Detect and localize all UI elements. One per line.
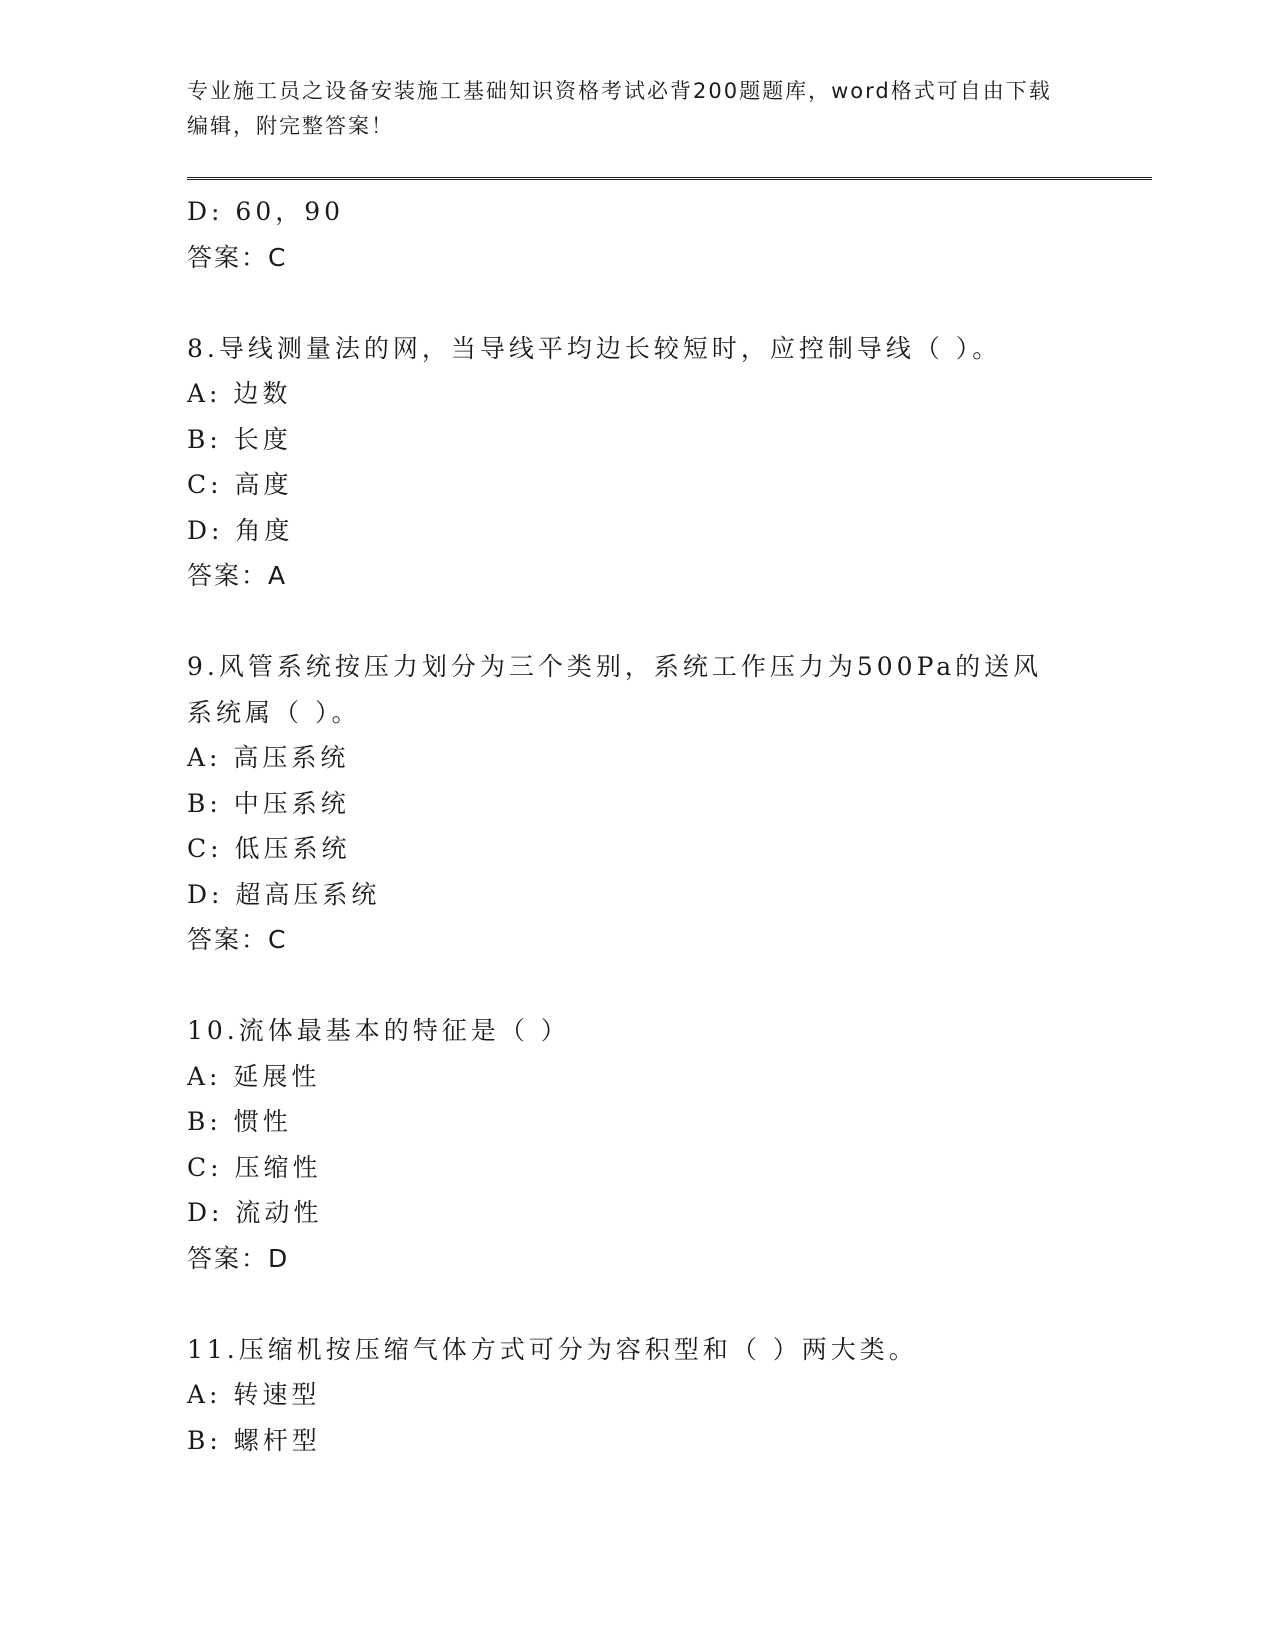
question-list (187, 189, 1087, 1463)
option-a: A: 转速型 (187, 1380, 321, 1409)
answer-line: 答案：C (187, 925, 288, 954)
option-b: B: 螺杆型 (187, 1425, 321, 1455)
spacer (187, 963, 1087, 1009)
answer-line: 答案：A (187, 561, 288, 590)
question-stem: 10.流体最基本的特征是（ ） (187, 1016, 570, 1045)
option-c: C: 低压系统 (187, 834, 351, 863)
option-d: D: 超高压系统 (187, 879, 381, 909)
option-a: A: 延展性 (187, 1061, 321, 1091)
option-b: B: 惯性 (187, 1107, 292, 1136)
option-a: A: 边数 (187, 379, 292, 408)
question-stem: 9.风管系统按压力划分为三个类别，系统工作压力为500Pa的送风系统属（ ）。 (187, 652, 1043, 727)
question-item (187, 644, 1087, 963)
document-header-title: 专业施工员之设备安装施工基础知识资格考试必背200题题库，word格式可自由下载编辑，附完整答案！ (187, 79, 1052, 138)
spacer (187, 1281, 1087, 1327)
option-d: D: 角度 (187, 515, 294, 545)
option-d: D: 流动性 (187, 1198, 323, 1227)
question-stem: 8.导线测量法的网，当导线平均边长较短时，应控制导线（ ）。 (187, 333, 1002, 363)
answer-line: 答案：D (187, 1243, 290, 1273)
spacer (187, 280, 1087, 326)
option-c: C: 高度 (187, 470, 293, 499)
question-stem: 11.压缩机按压缩气体方式可分为容积型和（ ）两大类。 (187, 1334, 918, 1364)
spacer (187, 599, 1087, 645)
option-d: D: 60，90 (187, 197, 345, 226)
question-item (187, 326, 1087, 599)
option-b: B: 长度 (187, 424, 292, 454)
option-c: C: 压缩性 (187, 1152, 322, 1182)
question-item (187, 1327, 1087, 1464)
question-item (187, 1008, 1087, 1281)
answer-line: 答案：C (187, 242, 288, 272)
option-b: B: 中压系统 (187, 788, 350, 818)
header-divider (187, 177, 1152, 180)
option-a: A: 高压系统 (187, 743, 350, 772)
